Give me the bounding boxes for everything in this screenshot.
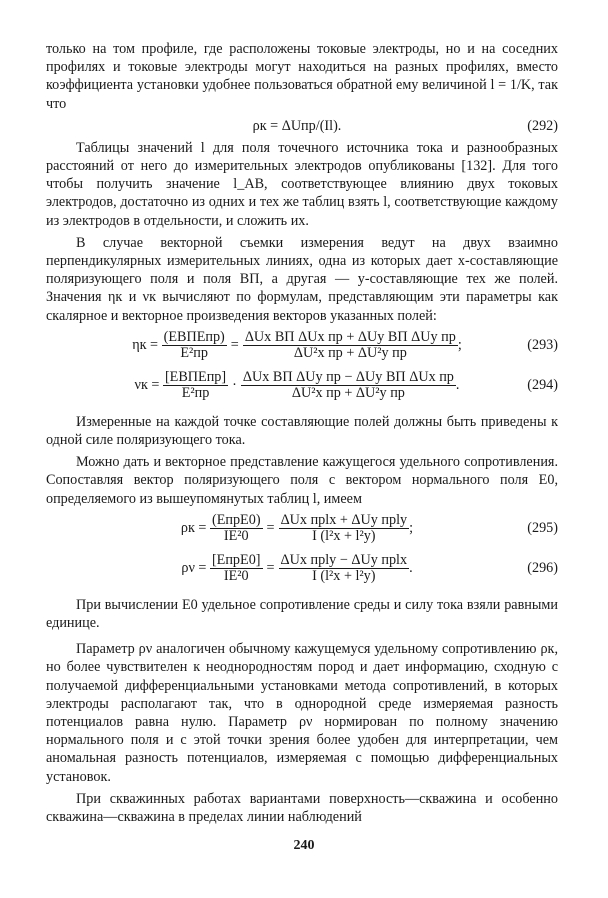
equation-294-number: (294) xyxy=(527,376,558,393)
equation-295-fraction-2: ΔUx прlx + ΔUy прly I (l²x + l²y) xyxy=(280,512,408,545)
equation-294-lhs: νк = xyxy=(134,376,160,393)
equation-295-number: (295) xyxy=(527,519,558,536)
equation-295-fraction-1: (EпрE0) IE²0 xyxy=(211,512,261,545)
equation-292 xyxy=(46,113,558,139)
paragraph-6: При вычислении E0 удельное сопротивление среды и силу тока взяли равными единице. xyxy=(46,596,558,632)
equation-293-lhs: ηк = xyxy=(132,336,159,353)
equation-296: ρν = [EпрE0] IE²0 = ΔUx прly − ΔUy прlx I (l²x + l²y) . (296) xyxy=(46,548,558,588)
equation-293-fraction-1: (EВПEпр) E²пр xyxy=(163,329,225,362)
equation-292-body: ρк = ΔUпр/(Il). xyxy=(252,117,342,134)
equation-293-fraction-2: ΔUx ВП ΔUx пр + ΔUy ВП ΔUy пр ΔU²x пр + ΔU²y пр xyxy=(244,329,456,362)
paragraph-7: Параметр ρν аналогичен обычному кажущемуся удельному сопротивлению ρк, но более чувствителен к неоднородностям пород и дает информацию, сходную с получаемой дифференциальными установками метода сопротивлений, в которых электроды располагают так, что в однородной среде измеряемая разность потенциалов равна нулю. Параметр ρν нормирован по полному значению нормального поля и с этой точки зрения более удобен для интерпретации, чем аномальная разность потенциалов, измеряемая с помощью дифференциальных установок. xyxy=(46,641,558,785)
equation-296-fraction-1: [EпрE0] IE²0 xyxy=(211,552,261,585)
paragraph-5: Можно дать и векторное представление кажущегося удельного сопротивления. Сопоставляя вектор поляризующего поля с вектором нормального поля E0, определяемого из вышеупомянутых таблиц l, имеем xyxy=(46,454,558,507)
equation-296-number: (296) xyxy=(527,559,558,576)
paragraph-2: Таблицы значений l для поля точечного источника тока и разнообразных расстояний от него до измерительных электродов опубликованы [132]. Для того чтобы получить значение l_AB, соответствующее влиянию двух токовых электродов, достаточно из одних и тех же таблиц взять l, соответствующие каждому из электродов в отдельности, и сложить их. xyxy=(46,139,558,229)
page-number: 240 xyxy=(293,838,315,853)
equation-295: ρк = (EпрE0) IE²0 = ΔUx прlx + ΔUy прly I (l²x + l²y) ; (295) xyxy=(46,508,558,548)
equation-295-lhs: ρк = xyxy=(180,519,207,536)
equation-293-number: (293) xyxy=(527,336,558,353)
page-text xyxy=(46,40,558,826)
equation-294-fraction-2: ΔUx ВП ΔUy пр − ΔUy ВП ΔUx пр ΔU²x пр + ΔU²y пр xyxy=(242,369,454,402)
equation-294: νк = [EВПEпр] E²пр · ΔUx ВП ΔUy пр − ΔUy ВП ΔUx пр ΔU²x пр + ΔU²y пр . (294) xyxy=(46,365,558,405)
paragraph-3: В случае векторной съемки измерения ведут на двух взаимно перпендикулярных измерительных линиях, одна из которых дает x-составляющие поляризующего поля и поля ВП, а другая — y-составляющие тех же полей. Значения ηк и νк вычисляют по формулам, представляющим эти параметры как скалярное и векторное произведения векторов указанных полей: xyxy=(46,234,558,324)
paragraph-4: Измеренные на каждой точке составляющие полей должны быть приведены к одной силе поляризующего тока. xyxy=(46,413,558,449)
equation-294-fraction-1: [EВПEпр] E²пр xyxy=(164,369,227,402)
paragraph-1: только на том профиле, где расположены токовые электроды, но и на соседних профилях и токовые электроды могут находиться на разных профилях, вместо коэффициента установки удобнее пользоваться обратной ему величиной l = 1/K, так что xyxy=(46,41,558,112)
equation-296-lhs: ρν = xyxy=(181,559,207,576)
equation-292-number: (292) xyxy=(527,117,558,134)
paragraph-8: При скважинных работах вариантами поверхность—скважина и особенно скважина—скважина в пределах линии наблюдений xyxy=(46,790,558,826)
equation-293: ηк = (EВПEпр) E²пр = ΔUx ВП ΔUx пр + ΔUy ВП ΔUy пр ΔU²x пр + ΔU²y пр ; (293) xyxy=(46,325,558,365)
equation-296-fraction-2: ΔUx прly − ΔUy прlx I (l²x + l²y) xyxy=(280,552,408,585)
